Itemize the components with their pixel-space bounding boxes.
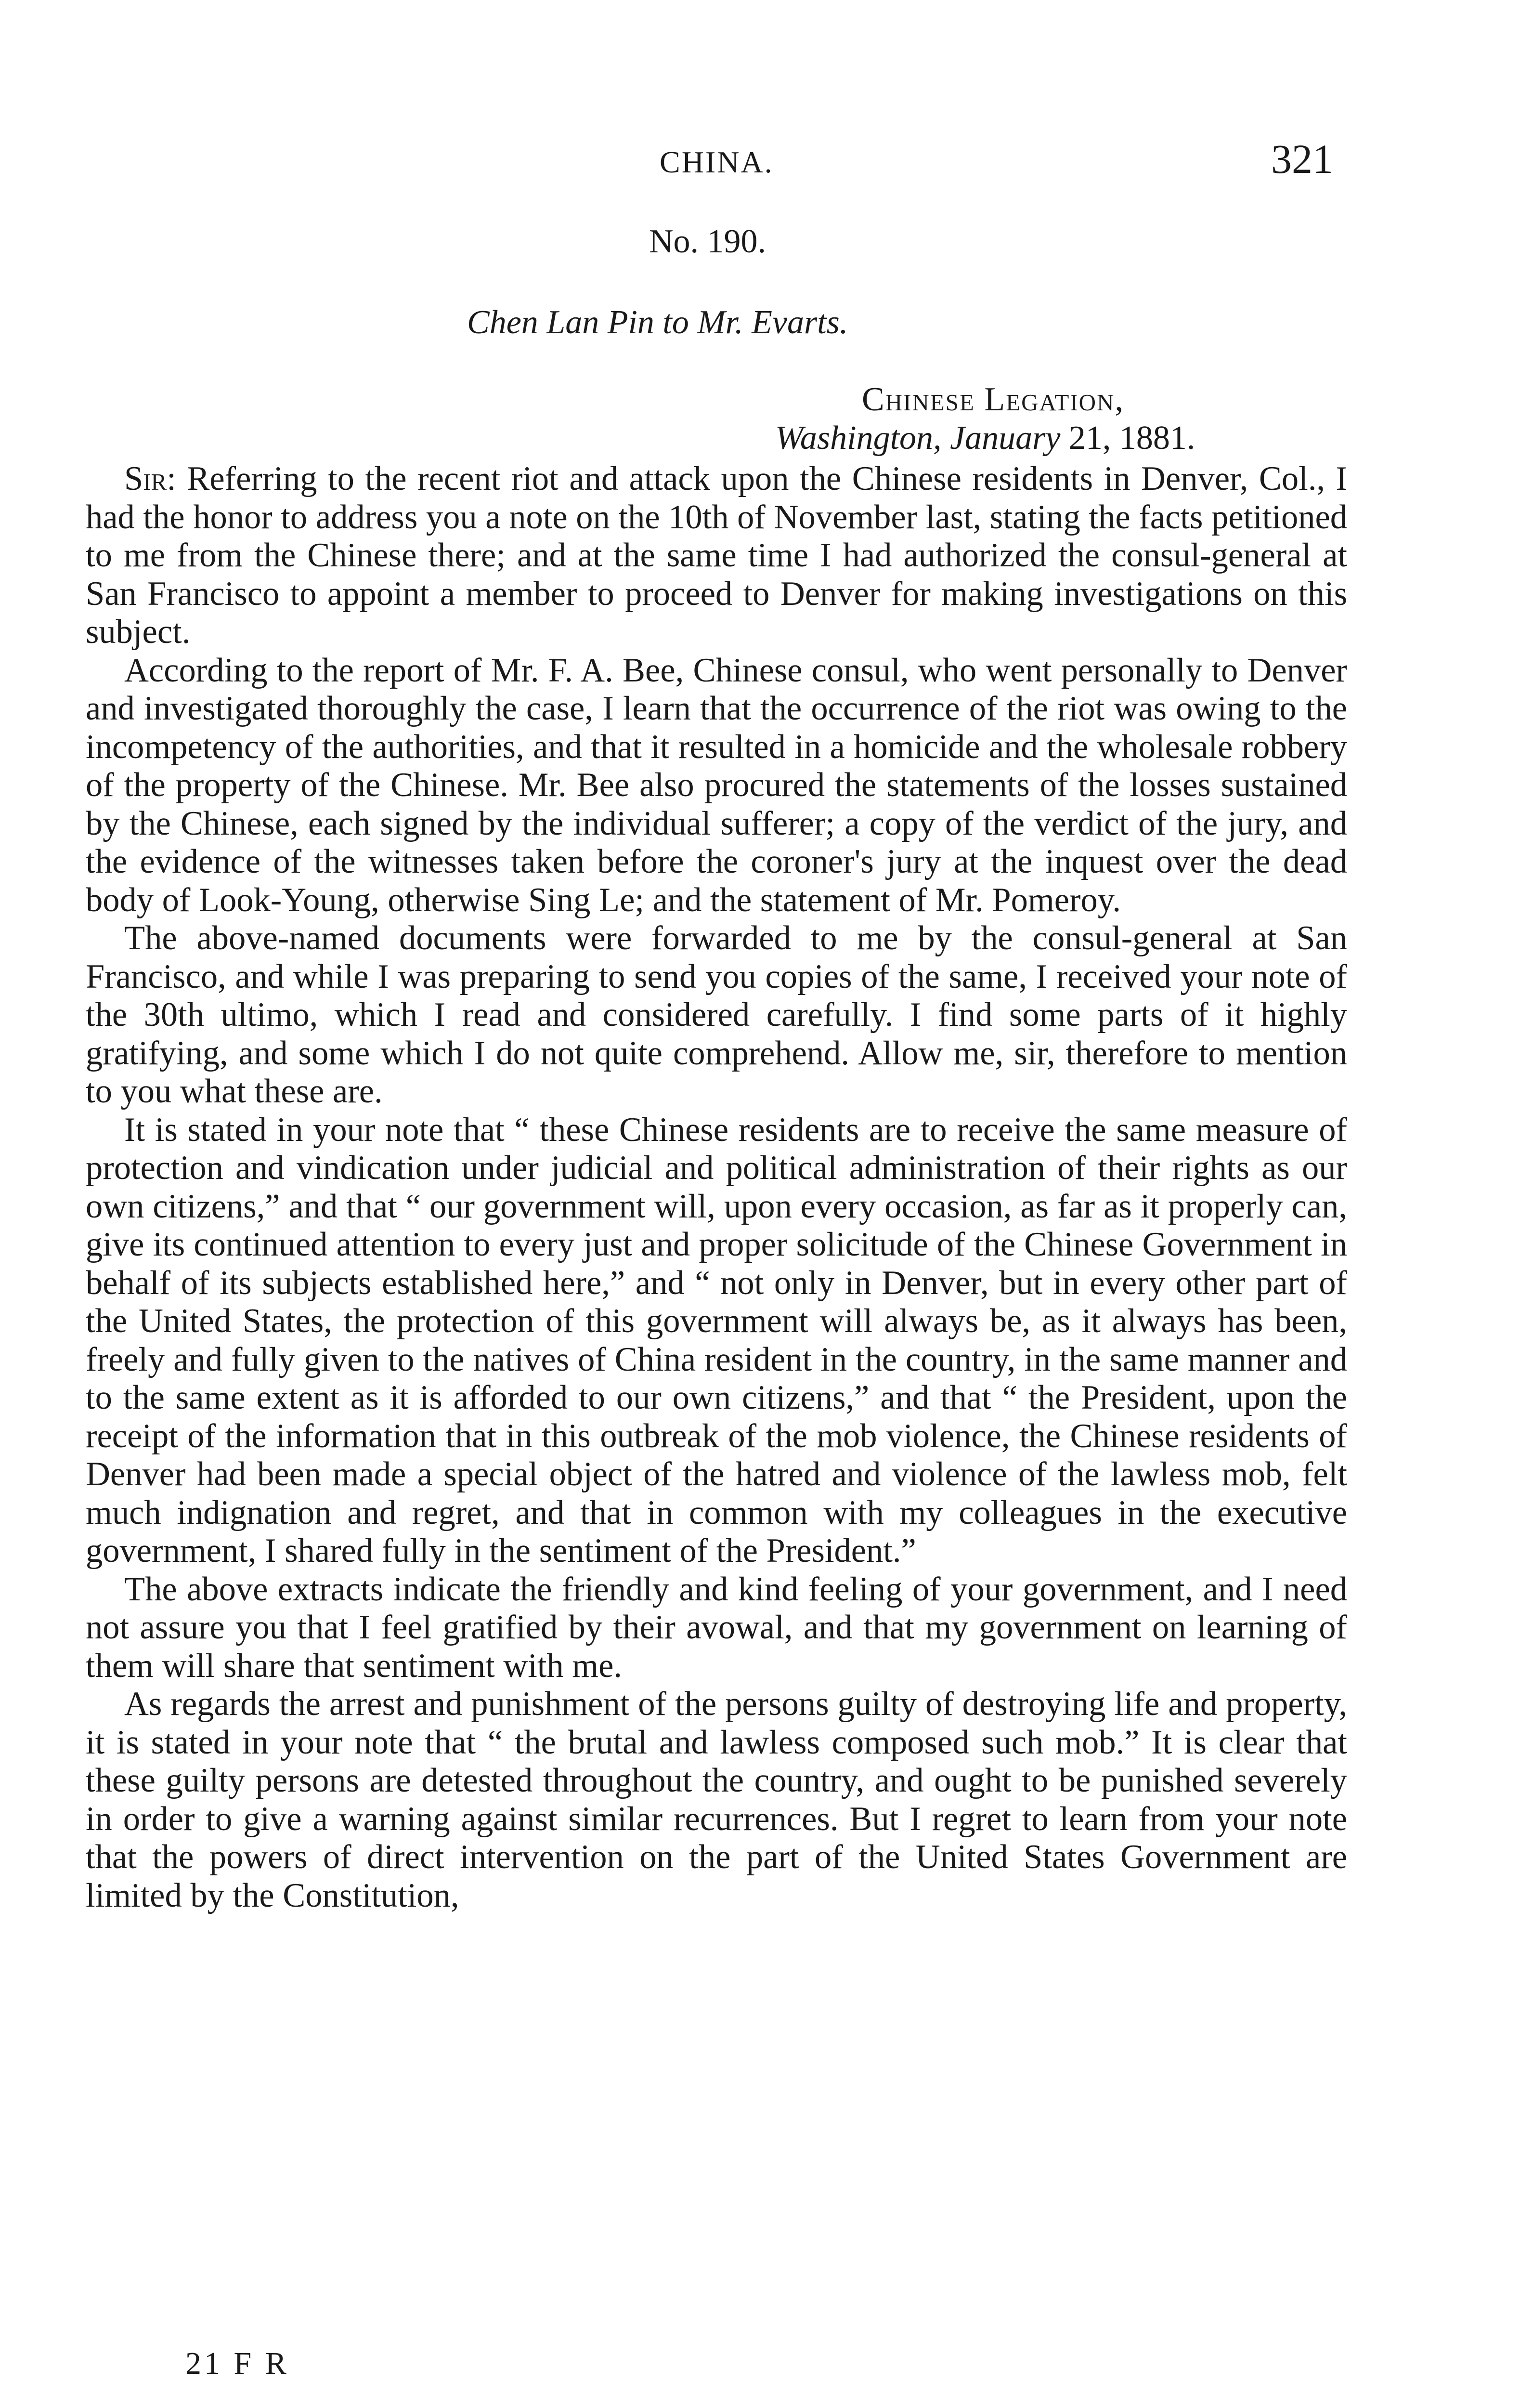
sender-date	[775, 419, 1195, 458]
sender-place: Chinese Legation,	[862, 381, 1124, 418]
document-number: No. 190.	[649, 223, 766, 260]
salutation: Sir:	[124, 460, 176, 497]
paragraph-3: The above-named documents were forwarded to me by the consul-general at San Francisco, and while I was preparing to send you copies of the same, I received your note of the 30th ultimo, which I read and considered carefully. I find some parts of it highly gratifying, and some which I do not quite comprehend. Allow me, sir, therefore to mention to you what these are.	[86, 919, 1347, 1110]
signature-mark: 21 F R	[185, 2346, 289, 2381]
running-head: CHINA.	[660, 145, 774, 179]
paragraph-5: The above extracts indicate the friendly and kind feeling of your government, and I need not assure you that I feel gratified by their avowal, and that my government on learning of them will share that sentiment with me.	[86, 1570, 1347, 1685]
letter-body	[86, 460, 1347, 1915]
sender-date-rest: 21, 1881.	[1060, 419, 1195, 457]
paragraph-2: According to the report of Mr. F. A. Bee, Chinese consul, who went personally to Denver and investigated thoroughly the case, I learn that the occurrence of the riot was owing to the incompetency of the authorities, and that it resulted in a homicide and the wholesale robbery of the property of the Chinese. Mr. Bee also procured the statements of the losses sustained by the Chinese, each signed by the individual sufferer; a copy of the verdict of the jury, and the evidence of the witnesses taken before the coroner's jury at the inquest over the dead body of Look-Young, otherwise Sing Le; and the statement of Mr. Pomeroy.	[86, 651, 1347, 919]
paragraph-1	[86, 460, 1347, 652]
sender-date-place: Washington, January	[775, 419, 1061, 457]
paragraph-text: Referring to the recent riot and attack upon the Chinese residents in Denver, Col., I had the honor to address you a note on the 10th of November last, stating the facts petitioned to me from the Chinese there; and at the same time I had authorized the consul-general at San Francisco to appoint a member to proceed to Denver for making investigations on this subject.	[86, 460, 1347, 651]
paragraph-6: As regards the arrest and punishment of the persons guilty of destroying life and property, it is stated in your note that “ the brutal and lawless composed such mob.” It is clear that these guilty persons are detested throughout the country, and ought to be punished severely in order to give a warning against similar recurrences. But I regret to learn from your note that the powers of direct intervention on the part of the United States Government are limited by the Constitution,	[86, 1685, 1347, 1914]
page-number: 321	[1271, 136, 1333, 182]
document-title: Chen Lan Pin to Mr. Evarts.	[467, 304, 848, 341]
paragraph-4: It is stated in your note that “ these Chinese residents are to receive the same measure of protection and vindication under judicial and political administration of their rights as our own citizens,” and that “ our government will, upon every occasion, as far as it properly can, give its continued attention to every just and proper solicitude of the Chinese Government in behalf of its subjects established here,” and “ not only in Denver, but in every other part of the United States, the protection of this government will always be, as it always has been, freely and fully given to the natives of China resident in the country, in the same manner and to the same extent as it is afforded to our own citizens,” and that “ the President, upon the receipt of the information that in this outbreak of the mob violence, the Chinese residents of Denver had been made a special object of the hatred and violence of the lawless mob, felt much indignation and regret, and that in common with my colleagues in the executive government, I shared fully in the sentiment of the President.”	[86, 1111, 1347, 1570]
